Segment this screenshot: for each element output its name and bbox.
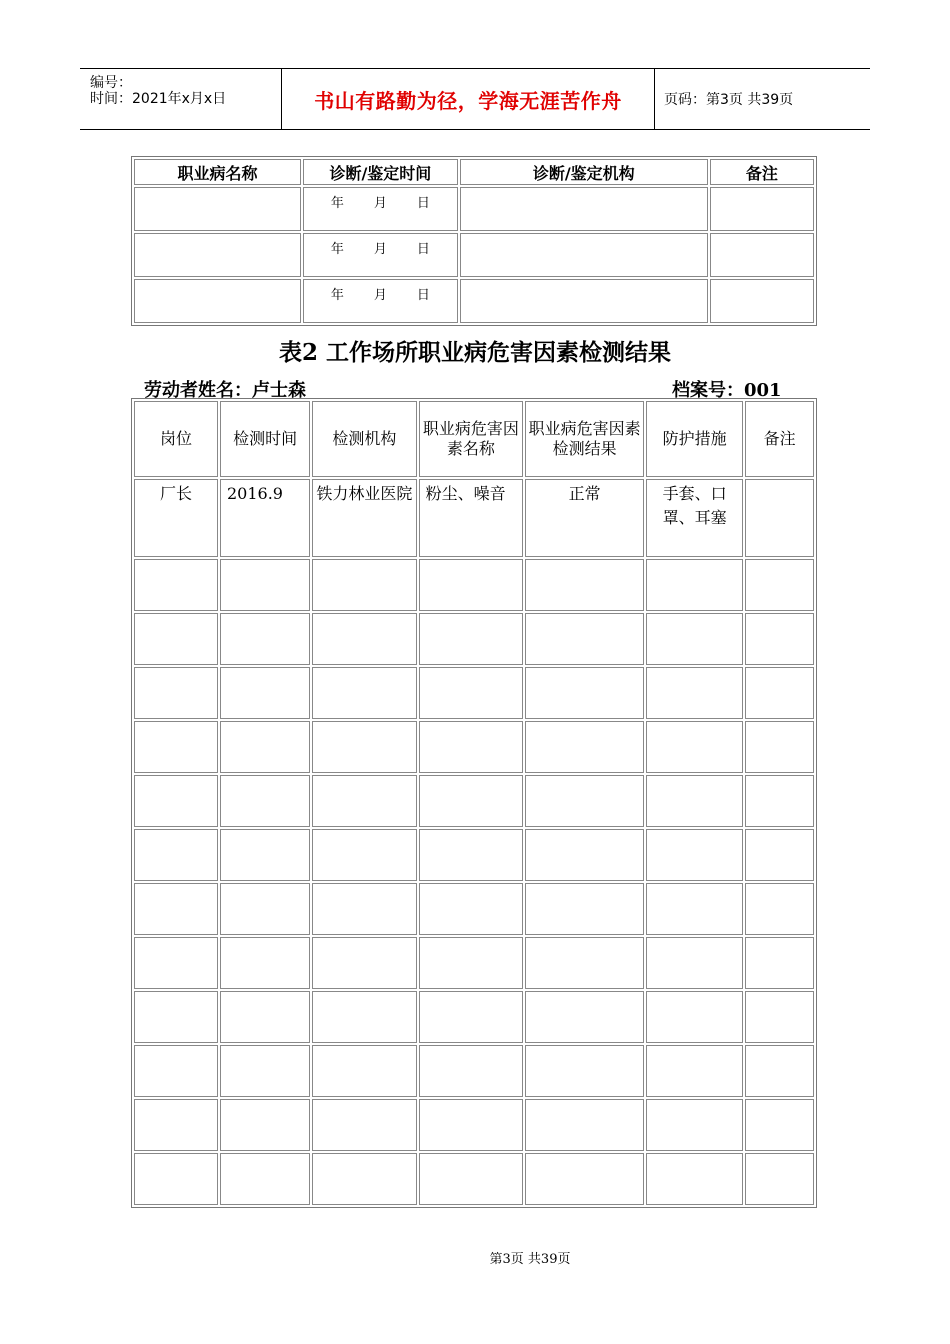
table-cell xyxy=(525,1045,644,1097)
table-cell xyxy=(525,559,644,611)
page-footer: 第3页 共39页 xyxy=(489,1252,571,1267)
table-cell xyxy=(646,1153,743,1205)
header-cell: 岗位 xyxy=(134,401,218,477)
table-cell xyxy=(312,829,417,881)
table-cell xyxy=(419,829,524,881)
table-cell: 手套、口罩、耳塞 xyxy=(646,479,743,557)
table-row xyxy=(134,1153,814,1205)
header-cell: 检测时间 xyxy=(220,401,310,477)
table-cell xyxy=(134,829,218,881)
table-cell: 铁力林业医院 xyxy=(312,479,417,557)
table-cell xyxy=(745,1045,814,1097)
date-cell xyxy=(303,233,458,277)
table-cell xyxy=(460,233,708,277)
table-cell xyxy=(419,613,524,665)
header-cell: 备注 xyxy=(745,401,814,477)
diagnosis-table xyxy=(131,156,817,326)
table-cell xyxy=(745,829,814,881)
table-cell xyxy=(220,1153,310,1205)
table-cell xyxy=(134,991,218,1043)
table-cell xyxy=(525,829,644,881)
table-cell xyxy=(525,991,644,1043)
table-cell xyxy=(220,829,310,881)
detection-results-table xyxy=(131,398,817,1208)
table-row xyxy=(134,613,814,665)
table-cell xyxy=(646,775,743,827)
table-cell xyxy=(745,1153,814,1205)
time-label: 时间：2021年x月x日 xyxy=(90,91,227,107)
table-cell xyxy=(312,1099,417,1151)
table-cell xyxy=(525,937,644,989)
table-cell xyxy=(220,937,310,989)
table-cell xyxy=(646,721,743,773)
table-cell xyxy=(419,991,524,1043)
table-cell xyxy=(745,991,814,1043)
header-cell: 诊断/鉴定机构 xyxy=(460,159,708,185)
page-header xyxy=(80,68,870,130)
number-label: 编号： xyxy=(90,75,132,91)
table-row xyxy=(134,883,814,935)
date-part: 月 xyxy=(373,288,387,303)
table-cell xyxy=(710,279,814,323)
table-cell xyxy=(745,775,814,827)
header-info-cell xyxy=(80,69,281,129)
table-cell xyxy=(312,1045,417,1097)
table-cell xyxy=(745,721,814,773)
date-cell xyxy=(303,279,458,323)
table-cell xyxy=(134,1099,218,1151)
table-cell xyxy=(745,479,814,557)
table-cell xyxy=(745,667,814,719)
date-part: 日 xyxy=(416,288,430,303)
table-row xyxy=(134,479,814,557)
date-part: 日 xyxy=(416,242,430,257)
table-cell xyxy=(220,559,310,611)
date-part: 年 xyxy=(330,242,344,257)
table2-title: 表2 工作场所职业病危害因素检测结果 xyxy=(278,339,671,366)
table-cell xyxy=(134,1045,218,1097)
table-cell: 厂长 xyxy=(134,479,218,557)
detection-table-header xyxy=(134,401,814,477)
table-cell xyxy=(460,187,708,231)
table-cell xyxy=(134,187,301,231)
table-cell xyxy=(134,279,301,323)
table-cell xyxy=(312,991,417,1043)
table-cell xyxy=(710,233,814,277)
header-motto: 书山有路勤为径，学海无涯苦作舟 xyxy=(281,69,655,129)
header-cell: 备注 xyxy=(710,159,814,185)
table-cell xyxy=(419,721,524,773)
table-cell xyxy=(525,721,644,773)
date-part: 日 xyxy=(416,196,430,211)
table-cell xyxy=(312,613,417,665)
table-row xyxy=(134,937,814,989)
table-cell xyxy=(419,775,524,827)
table-row xyxy=(134,775,814,827)
table-cell xyxy=(220,721,310,773)
table-cell xyxy=(745,937,814,989)
table-cell xyxy=(525,1153,644,1205)
table-row xyxy=(134,1099,814,1151)
table-cell xyxy=(525,775,644,827)
date-part: 年 xyxy=(330,288,344,303)
table-cell xyxy=(419,1045,524,1097)
table-row xyxy=(134,667,814,719)
header-cell: 防护措施 xyxy=(646,401,743,477)
table-cell xyxy=(460,279,708,323)
table-cell xyxy=(646,991,743,1043)
header-cell: 检测机构 xyxy=(312,401,417,477)
header-cell: 职业病危害因素名称 xyxy=(419,401,524,477)
table-cell xyxy=(134,1153,218,1205)
table-cell xyxy=(134,233,301,277)
table-cell xyxy=(646,559,743,611)
table-cell xyxy=(312,721,417,773)
header-cell: 职业病名称 xyxy=(134,159,301,185)
table-cell xyxy=(745,1099,814,1151)
date-part: 年 xyxy=(330,196,344,211)
table-cell xyxy=(419,1099,524,1151)
table-cell xyxy=(134,775,218,827)
table-row xyxy=(134,1045,814,1097)
header-cell: 诊断/鉴定时间 xyxy=(303,159,458,185)
table-cell xyxy=(419,1153,524,1205)
table-cell xyxy=(220,1045,310,1097)
table-cell xyxy=(419,883,524,935)
table-cell xyxy=(646,937,743,989)
table-cell xyxy=(646,883,743,935)
table-cell xyxy=(134,721,218,773)
table-cell xyxy=(419,937,524,989)
table-cell xyxy=(312,667,417,719)
file-number: 档案号：001 xyxy=(672,380,782,401)
table-cell xyxy=(710,187,814,231)
table-cell xyxy=(745,883,814,935)
table-cell xyxy=(419,559,524,611)
worker-name: 劳动者姓名：卢士森 xyxy=(144,380,306,401)
table-cell xyxy=(220,613,310,665)
table-cell xyxy=(525,667,644,719)
table-cell xyxy=(134,667,218,719)
table-row xyxy=(134,991,814,1043)
table-cell xyxy=(745,559,814,611)
table-cell: 正常 xyxy=(525,479,644,557)
table-row xyxy=(134,559,814,611)
date-cell xyxy=(303,187,458,231)
table-cell xyxy=(134,883,218,935)
table-row xyxy=(134,279,814,323)
header-page-info: 页码：第3页 共39页 xyxy=(664,92,794,108)
table-cell xyxy=(419,667,524,719)
date-part: 月 xyxy=(373,242,387,257)
table-cell xyxy=(220,667,310,719)
table-cell xyxy=(745,613,814,665)
table-cell xyxy=(646,613,743,665)
table-cell xyxy=(220,883,310,935)
table-cell xyxy=(312,937,417,989)
table-cell xyxy=(134,613,218,665)
table-cell xyxy=(525,613,644,665)
table-row xyxy=(134,187,814,231)
table-cell xyxy=(134,937,218,989)
table-cell xyxy=(646,1045,743,1097)
table-cell xyxy=(312,559,417,611)
table-row xyxy=(134,721,814,773)
table-cell xyxy=(646,829,743,881)
table-cell xyxy=(220,991,310,1043)
table-cell xyxy=(525,1099,644,1151)
diagnosis-table-header xyxy=(134,159,814,185)
table-cell xyxy=(646,667,743,719)
header-cell: 职业病危害因素检测结果 xyxy=(525,401,644,477)
table-cell xyxy=(312,1153,417,1205)
table-cell xyxy=(312,883,417,935)
table-row xyxy=(134,829,814,881)
table-cell xyxy=(220,775,310,827)
table-row xyxy=(134,233,814,277)
table-cell: 粉尘、噪音 xyxy=(419,479,524,557)
table-cell xyxy=(525,883,644,935)
table-cell xyxy=(312,775,417,827)
table-cell xyxy=(220,1099,310,1151)
date-part: 月 xyxy=(373,196,387,211)
table-cell xyxy=(646,1099,743,1151)
table-cell: 2016.9 xyxy=(220,479,310,557)
table-cell xyxy=(134,559,218,611)
